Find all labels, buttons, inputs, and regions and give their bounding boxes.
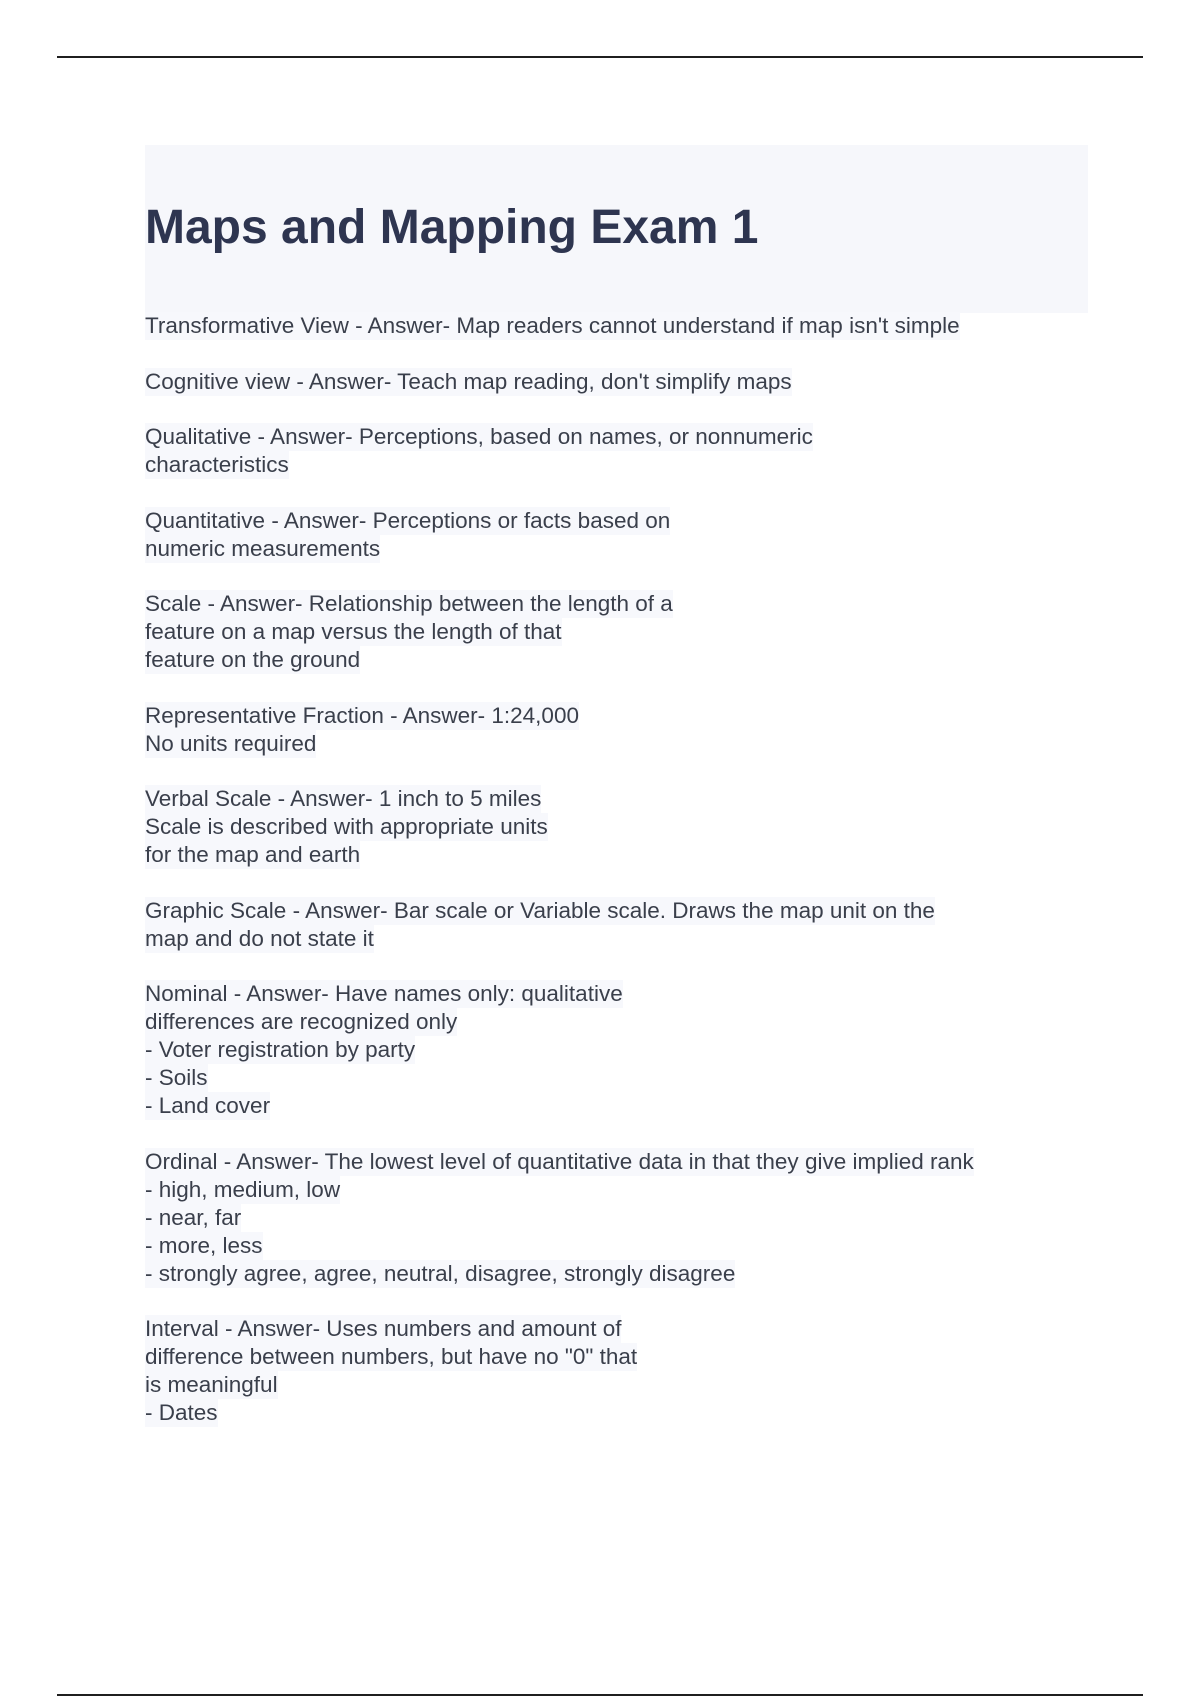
- entry-line: Nominal - Answer- Have names only: qualitative: [145, 981, 623, 1006]
- entry-line: differences are recognized only: [145, 1009, 458, 1034]
- entry-line: Verbal Scale - Answer- 1 inch to 5 miles: [145, 786, 542, 811]
- page-title: Maps and Mapping Exam 1: [145, 201, 759, 254]
- entry-line: is meaningful: [145, 1372, 278, 1397]
- entry-cognitive-view: [145, 368, 1105, 396]
- flashcard-list: [145, 312, 1105, 1455]
- entry-line: Transformative View - Answer- Map readers cannot understand if map isn't simple: [145, 313, 960, 338]
- entry-qualitative: [145, 423, 1105, 479]
- entry-line: - Soils: [145, 1065, 208, 1090]
- entry-line: Interval - Answer- Uses numbers and amount of: [145, 1316, 622, 1341]
- top-rule: [57, 56, 1143, 58]
- entry-ordinal: [145, 1148, 1105, 1288]
- entry-transformative-view: [145, 312, 1105, 340]
- entry-line: feature on a map versus the length of that: [145, 619, 562, 644]
- entry-line: Qualitative - Answer- Perceptions, based on names, or nonnumeric: [145, 424, 813, 449]
- entry-line: - strongly agree, agree, neutral, disagree, strongly disagree: [145, 1260, 736, 1286]
- entry-line: Quantitative - Answer- Perceptions or facts based on: [145, 507, 671, 533]
- entry-line: Scale - Answer- Relationship between the length of a: [145, 591, 673, 616]
- entry-line: - more, less: [145, 1232, 263, 1258]
- entry-scale: [145, 590, 1105, 674]
- entry-line: Scale is described with appropriate units: [145, 814, 548, 839]
- entry-line: - high, medium, low: [145, 1176, 341, 1202]
- entry-line: - Dates: [145, 1400, 218, 1425]
- entry-line: characteristics: [145, 452, 289, 477]
- entry-verbal-scale: [145, 785, 1105, 869]
- entry-interval: [145, 1315, 1105, 1427]
- entry-graphic-scale: [145, 897, 1105, 953]
- entry-quantitative: [145, 507, 1105, 563]
- entry-line: - Voter registration by party: [145, 1037, 416, 1062]
- entry-line: map and do not state it: [145, 925, 374, 951]
- entry-line: Cognitive view - Answer- Teach map reading, don't simplify maps: [145, 368, 792, 394]
- entry-line: feature on the ground: [145, 647, 361, 672]
- entry-line: Graphic Scale - Answer- Bar scale or Variable scale. Draws the map unit on the: [145, 897, 935, 923]
- entry-line: difference between numbers, but have no "0" that: [145, 1344, 638, 1369]
- entry-line: - near, far: [145, 1204, 242, 1230]
- entry-line: for the map and earth: [145, 842, 361, 867]
- entry-line: Representative Fraction - Answer- 1:24,000: [145, 702, 579, 728]
- entry-line: numeric measurements: [145, 535, 381, 561]
- entry-line: Ordinal - Answer- The lowest level of quantitative data in that they give implied rank: [145, 1148, 974, 1174]
- entry-line: - Land cover: [145, 1093, 271, 1118]
- bottom-rule: [57, 1694, 1143, 1696]
- entry-representative-fraction: [145, 702, 1105, 758]
- entry-nominal: [145, 980, 1105, 1120]
- entry-line: No units required: [145, 730, 317, 756]
